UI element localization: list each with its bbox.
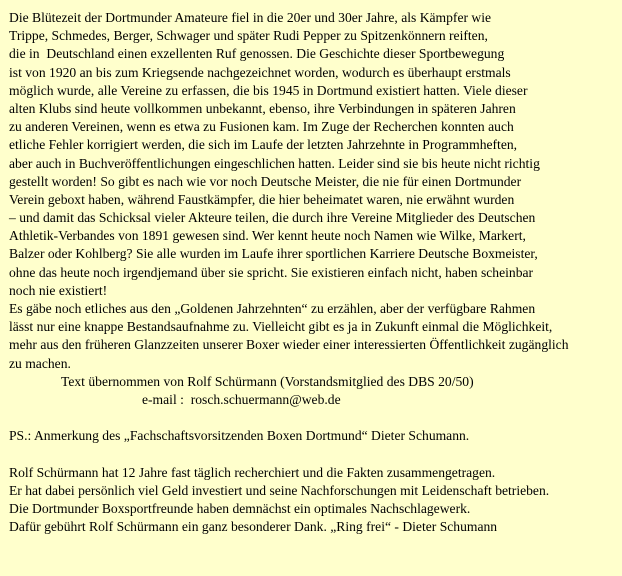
- text-line: gestellt worden! So gibt es nach wie vor noch Deutsche Meister, die nie für einen Dortmunder: [9, 173, 522, 189]
- text-line: ohne das heute noch irgendjemand über sie spricht. Sie existieren einfach nicht, haben scheinbar: [9, 264, 534, 280]
- ps-line: PS.: Anmerkung des „Fachschaftsvorsitzenden Boxen Dortmund“ Dieter Schumann.: [9, 428, 470, 444]
- email-address-link[interactable]: rosch.schuermann@web.de: [190, 391, 341, 407]
- spacer: [9, 409, 617, 427]
- text-line: Trippe, Schmedes, Berger, Schwager und später Rudi Pepper zu Spitzenkönnern reiften,: [9, 28, 488, 44]
- text-line: mehr aus den früheren Glanzzeiten unserer Boxer wieder einer interessierten Öffentlichkeit zugänglich: [9, 337, 569, 353]
- text-line: etliche Fehler korrigiert werden, die sich im Laufe der letzten Jahrzehnte in Programmheften,: [9, 137, 518, 153]
- document-body: [9, 9, 617, 536]
- text-line: Balzer oder Kohlberg? Sie alle wurden im Laufe ihrer sportlichen Karriere Deutsche Boxmeister,: [9, 246, 538, 262]
- text-line: lässt nur eine knappe Bestandsaufnahme zu. Vielleicht gibt es ja in Zukunft einmal die Möglichkeit,: [9, 319, 553, 335]
- text-line: zu machen.: [9, 355, 71, 371]
- text-line: die in Deutschland einen exzellenten Ruf genossen. Die Geschichte dieser Sportbewegung: [9, 46, 505, 62]
- text-line: Die Blütezeit der Dortmunder Amateure fiel in die 20er und 30er Jahre, als Kämpfer wie: [9, 10, 492, 25]
- closing-line: Dafür gebührt Rolf Schürmann ein ganz besonderer Dank. „Ring frei“ - Dieter Schumann: [9, 519, 498, 535]
- text-line: Athletik-Verbandes von 1891 gewesen sind. Wer kennt heute noch Namen wie Wilke, Markert,: [9, 228, 526, 244]
- text-line: möglich wurde, alle Vereine zu erfassen, die bis 1945 in Dortmund existiert hatten. Viele dieser: [9, 82, 528, 98]
- credit-line: Text übernommen von Rolf Schürmann (Vorstandsmitglied des DBS 20/50): [61, 373, 474, 389]
- text-line: aber auch in Buchveröffentlichungen eingeschlichen hatten. Leider sind sie bis heute nicht richtig: [9, 155, 540, 171]
- email-line: [9, 391, 617, 409]
- text-line: alten Klubs sind heute vollkommen unbekannt, ebenso, ihre Verbindungen in späteren Jahren: [9, 100, 516, 116]
- text-line: ist von 1920 an bis zum Kriegsende nachgezeichnet worden, wodurch es überhaupt erstmals: [9, 64, 511, 80]
- text-line: – und damit das Schicksal vieler Akteure teilen, die durch ihre Vereine Mitglieder des Deutschen: [9, 210, 536, 226]
- text-line: Es gäbe noch etliches aus den „Goldenen Jahrzehnten“ zu erzählen, aber der verfügbare Rahmen: [9, 301, 536, 316]
- text-line: zu anderen Vereinen, wenn es etwa zu Fusionen kam. Im Zuge der Recherchen konnten auch: [9, 119, 514, 135]
- closing-line: Rolf Schürmann hat 12 Jahre fast täglich recherchiert und die Fakten zusammengetragen.: [9, 464, 496, 480]
- text-line: Verein geboxt haben, während Faustkämpfer, die hier beheimatet waren, nie erwähnt wurden: [9, 191, 515, 207]
- closing-line: Er hat dabei persönlich viel Geld investiert und seine Nachforschungen mit Leidenschaft betrieben.: [9, 482, 550, 498]
- spacer: [9, 446, 617, 464]
- text-line: noch nie existiert!: [9, 282, 108, 298]
- email-label: e-mail :: [142, 391, 184, 407]
- closing-line: Die Dortmunder Boxsportfreunde haben demnächst ein optimales Nachschlagewerk.: [9, 501, 471, 517]
